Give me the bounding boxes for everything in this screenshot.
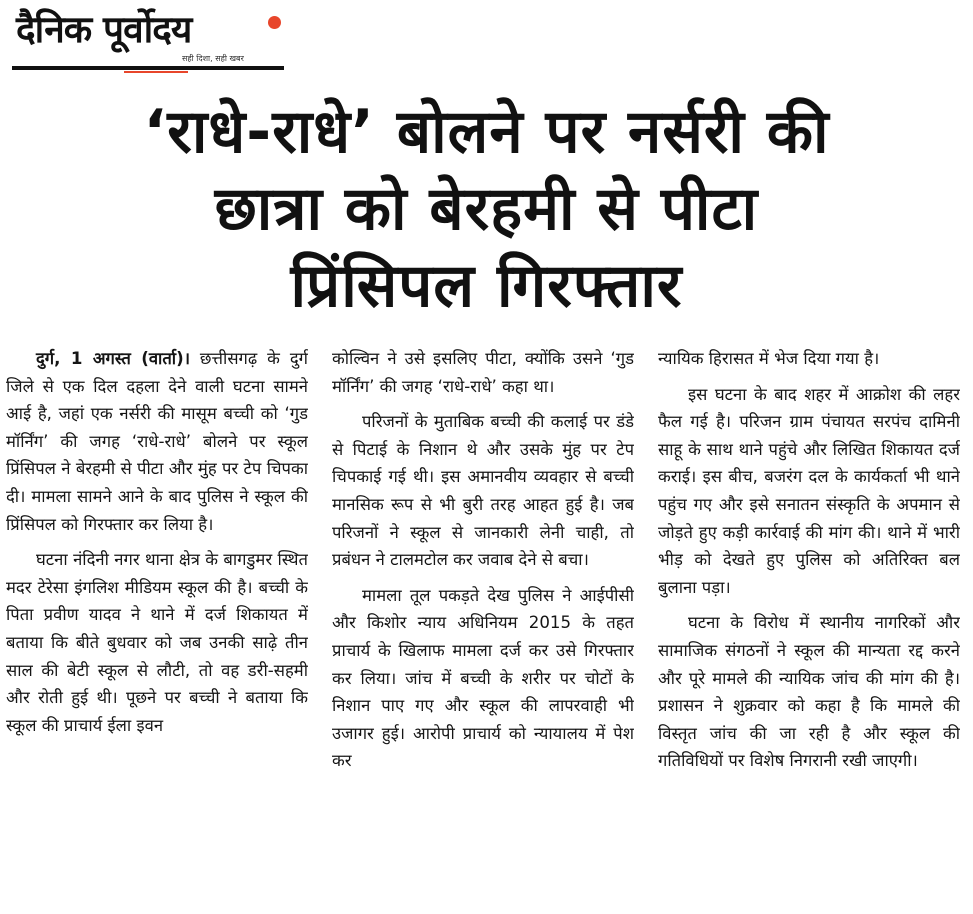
article-column-1 (6, 345, 308, 913)
article-paragraph: घटना नंदिनी नगर थाना क्षेत्र के बागडुमर स्थित मदर टेरेसा इंगलिश मीडियम स्कूल की है। बच्ची के पिता प्रवीण यादव ने थाने में दर्ज शिकायत में बताया कि बीते बुधवार को जब उनकी साढ़े तीन साल की बेटी स्कूल से लौटी, तो वह डरी-सहमी और रोती हुई थी। पूछने पर बच्ची ने बताया कि स्कूल की प्राचार्य ईला इवन (6, 550, 308, 735)
article-column-2 (332, 345, 634, 913)
logo-dot-icon (268, 16, 281, 29)
article-paragraph: परिजनों के मुताबिक बच्ची की कलाई पर डंडे से पिटाई के निशान थे और उसके मुंह पर टेप चिपकाई गई थी। इस अमानवीय व्यवहार से बच्ची मानसिक रूप से भी बुरी तरह आहत हुई है। जब परिजनों ने स्कूल से जानकारी लेनी चाही, तो प्रबंधन ने टालमटोल कर जवाब देने से बचा। (332, 412, 634, 570)
masthead (12, 6, 284, 72)
headline-line: प्रिंसिपल गिरफ्तार (290, 251, 683, 321)
article-paragraph: न्यायिक हिरासत में भेज दिया गया है। (658, 349, 880, 368)
headline-line: ‘राधे-राधे’ बोलने पर नर्सरी की (143, 97, 830, 167)
headline-line: छात्रा को बेरहमी से पीटा (214, 174, 759, 244)
article-paragraph: इस घटना के बाद शहर में आक्रोश की लहर फैल गई है। परिजन ग्राम पंचायत सरपंच दामिनी साहू के साथ थाने पहुंचे और लिखित शिकायत दर्ज कराई। इस बीच, बजरंग दल के कार्यकर्ता भी थाने पहुंच गए और इसे सनातन संस्कृति के अपमान से जोड़ते हुए कड़ी कार्रवाई की मांग की। थाने में भारी भीड़ को देखते हुए पुलिस को अतिरिक्त बल बुलाना पड़ा। (658, 384, 960, 597)
article-paragraph: घटना के विरोध में स्थानीय नागरिकों और सामाजिक संगठनों ने स्कूल की मान्यता रद्द करने और पूरे मामले की न्यायिक जांच की मांग की है। प्रशासन ने शुक्रवार को कहा है कि मामले की विस्तृत जांच की जा रही है और स्कूल की गतिविधियों पर विशेष निगरानी रखी जाएगी। (658, 613, 960, 771)
newspaper-title: दैनिक पूर्वोदय (16, 8, 192, 51)
masthead-rule (12, 66, 284, 70)
article-paragraph: कोल्विन ने उसे इसलिए पीटा, क्योंकि उसने ‘गुड मॉर्निंग’ की जगह ‘राधे-राधे’ कहा था। (332, 349, 634, 396)
masthead-accent-bar (124, 71, 188, 73)
dateline: दुर्ग, 1 अगस्त (वार्ता)। (36, 349, 190, 368)
paragraph-text: छत्तीसगढ़ के दुर्ग जिले से एक दिल दहला देने वाली घटना सामने आई है, जहां एक नर्सरी की मासूम बच्ची को ‘गुड मॉर्निंग’ की जगह ‘राधे-राधे’ बोलने पर स्कूल प्रिंसिपल ने बेरहमी से पीटा और मुंह पर टेप चिपका दी। मामला सामने आने के बाद पुलिस ने स्कूल की प्रिंसिपल को गिरफ्तार कर लिया है। (6, 349, 308, 534)
article-paragraph: मामला तूल पकड़ते देख पुलिस ने आईपीसी और किशोर न्याय अधिनियम 2015 के तहत प्राचार्य के खिलाफ मामला दर्ज कर उसे गिरफ्तार कर लिया। जांच में बच्ची के शरीर पर चोटों के निशान पाए गए और स्कूल की लापरवाही भी उजागर हुई। आरोपी प्राचार्य को न्यायालय में पेश कर (332, 585, 634, 771)
article-paragraph (6, 345, 308, 538)
newspaper-tagline: सही दिशा, सही खबर (182, 54, 244, 63)
article-column-3 (658, 345, 960, 913)
headline (20, 94, 953, 325)
